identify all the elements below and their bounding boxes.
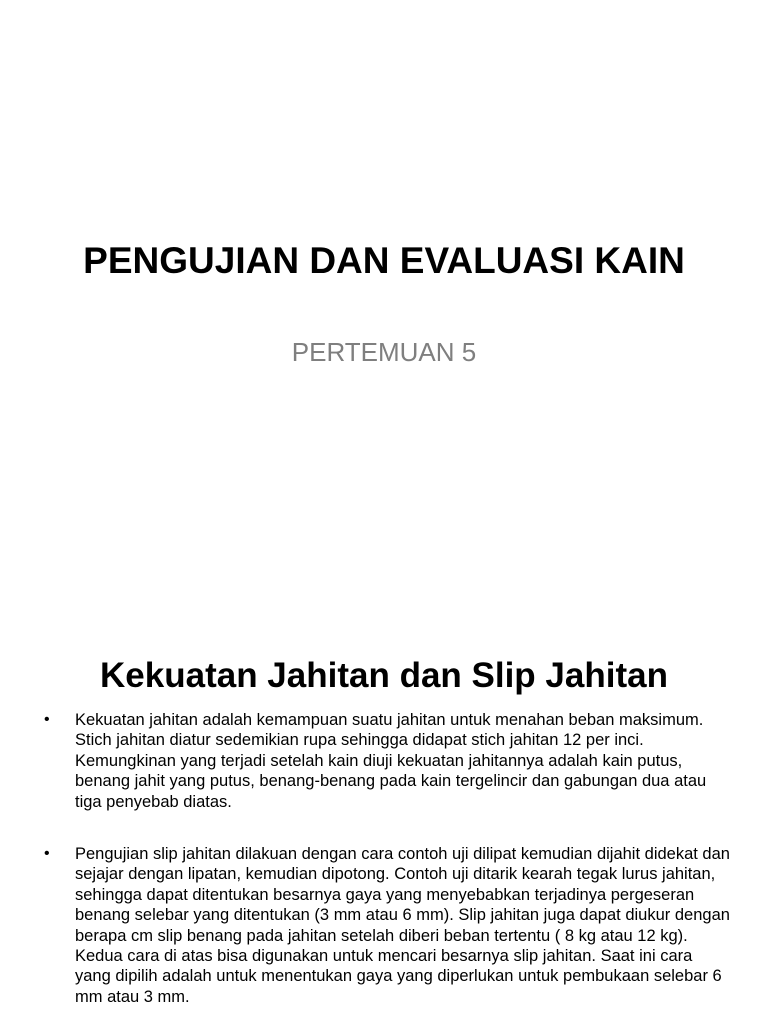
bullet-text: Kekuatan jahitan adalah kemampuan suatu jahitan untuk menahan beban maksimum. Stich jahitan diatur sedemikian rupa sehingga didapat stich jahitan 12 per inci. Kemungkinan yang terjadi setelah kain diuji kekuatan jahitannya adalah kain putus, benang jahit yang putus, benang-benang pada kain tergelincir dan gabungan dua atau tiga penyebab diatas. [75,711,707,811]
bullet-item [40,844,730,1007]
bullet-marker: • [44,845,50,863]
bullet-item [40,710,730,812]
bullet-text: Pengujian slip jahitan dilakuan dengan cara contoh uji dilipat kemudian dijahit didekat dan sejajar dengan lipatan, kemudian dipotong. Contoh uji ditarik kearah tegak lurus jahitan, sehingga dapat ditentukan besarnya gaya yang menyebabkan terjadinya pergeseran benang selebar yang ditentukan (3 mm atau 6 mm). Slip jahitan juga dapat diukur dengan berapa cm slip benang pada jahitan setelah diberi beban tertentu ( 8 kg atau 12 kg). Kedua cara di atas bisa digunakan untuk mencari besarnya slip jahitan. Saat ini cara yang dipilih adalah untuk menentukan gaya yang diperlukan untuk pembukaan selebar 6 mm atau 3 mm. [75,845,730,1006]
slide-subtitle: PERTEMUAN 5 [291,337,477,367]
bullet-marker: • [44,711,50,728]
bullet-list [40,710,730,1024]
slide-content [0,576,768,1024]
slide-content-heading: Kekuatan Jahitan dan Slip Jahitan [100,656,668,696]
slide-title-heading: PENGUJIAN DAN EVALUASI KAIN [83,239,685,281]
